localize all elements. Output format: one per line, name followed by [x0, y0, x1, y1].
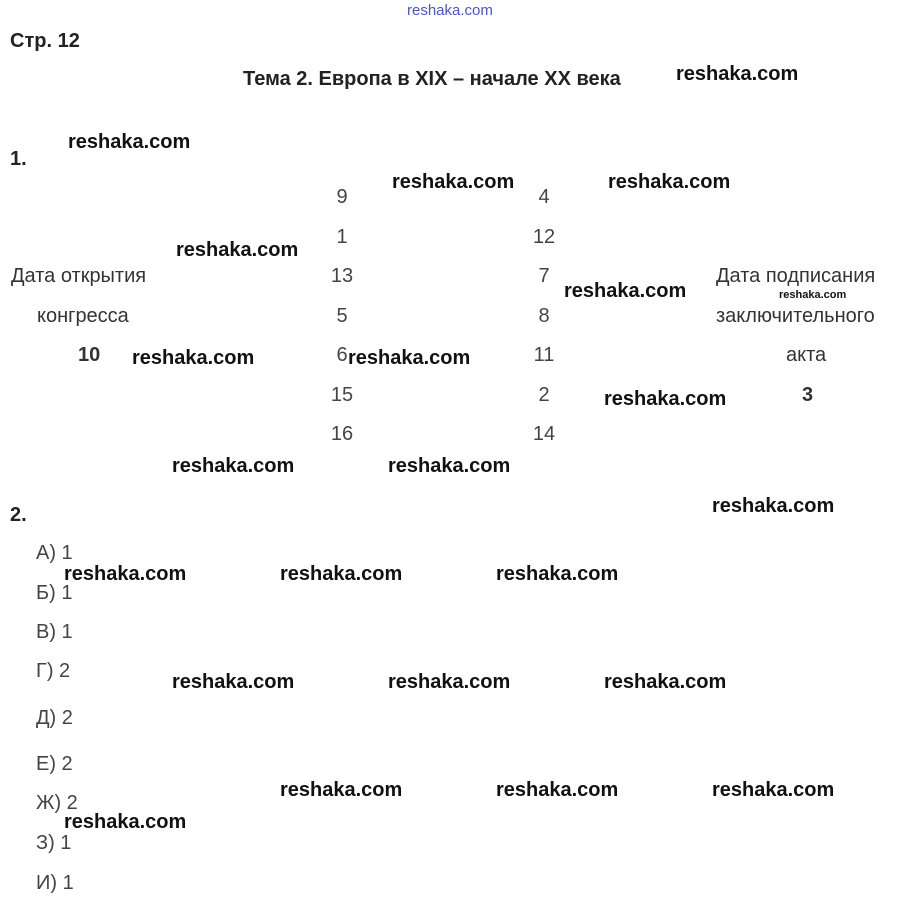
watermark: reshaka.com: [172, 455, 295, 477]
column-a-number: 9: [336, 186, 348, 208]
column-b-number: 4: [538, 186, 550, 208]
answer-item: З) 1: [36, 832, 72, 854]
watermark: reshaka.com: [496, 779, 619, 801]
left-label-line: Дата открытия: [11, 265, 147, 287]
watermark: reshaka.com: [392, 171, 515, 193]
answer-item: А) 1: [36, 542, 73, 564]
column-a-number: 1: [336, 226, 348, 248]
column-b-number: 12: [532, 226, 556, 248]
column-b-number: 8: [538, 305, 550, 327]
task-2-number: 2.: [10, 504, 27, 526]
watermark: reshaka.com: [280, 779, 403, 801]
watermark: reshaka.com: [388, 455, 511, 477]
watermark: reshaka.com: [132, 347, 255, 369]
watermark: reshaka.com: [388, 671, 511, 693]
column-b-number: 7: [538, 265, 550, 287]
watermark: reshaka.com: [608, 171, 731, 193]
watermark: reshaka.com: [64, 563, 187, 585]
watermark: reshaka.com: [604, 388, 727, 410]
answer-item: Б) 1: [36, 582, 73, 604]
watermark: reshaka.com: [604, 671, 727, 693]
column-a-number: 6: [336, 344, 348, 366]
page-number: Стр. 12: [10, 30, 80, 52]
answer-item: Ж) 2: [36, 792, 78, 814]
column-b-number: 11: [533, 344, 555, 366]
left-label-line: конгресса: [37, 305, 129, 327]
right-answer: 3: [802, 384, 814, 406]
column-b-number: 14: [532, 423, 556, 445]
right-label-line: Дата подписания: [716, 265, 876, 287]
answer-item: Д) 2: [36, 707, 73, 729]
answer-item: Г) 2: [36, 660, 71, 682]
watermark: reshaka.com: [496, 563, 619, 585]
watermark: reshaka.com: [64, 811, 187, 833]
watermark: reshaka.com: [348, 347, 471, 369]
column-a-number: 13: [330, 265, 354, 287]
watermark: reshaka.com: [176, 239, 299, 261]
column-a-number: 5: [336, 305, 348, 327]
watermark: reshaka.com: [712, 495, 835, 517]
column-a-number: 16: [330, 423, 354, 445]
topic-title: Тема 2. Европа в XIX – начале XX века: [243, 68, 621, 90]
watermark: reshaka.com: [676, 63, 799, 85]
answer-item: Е) 2: [36, 753, 73, 775]
right-label-line: акта: [786, 344, 827, 366]
task-1-number: 1.: [10, 148, 27, 170]
site-header-link[interactable]: reshaka.com: [407, 2, 493, 19]
column-b-number: 2: [538, 384, 550, 406]
right-label-line: заключительного: [716, 305, 875, 327]
watermark: reshaka.com: [68, 131, 191, 153]
watermark: reshaka.com: [564, 280, 687, 302]
left-answer: 10: [78, 344, 101, 366]
watermark: reshaka.com: [779, 289, 847, 301]
watermark: reshaka.com: [712, 779, 835, 801]
watermark: reshaka.com: [172, 671, 295, 693]
answer-item: В) 1: [36, 621, 73, 643]
column-a-number: 15: [330, 384, 354, 406]
watermark: reshaka.com: [280, 563, 403, 585]
answer-item: И) 1: [36, 872, 74, 894]
